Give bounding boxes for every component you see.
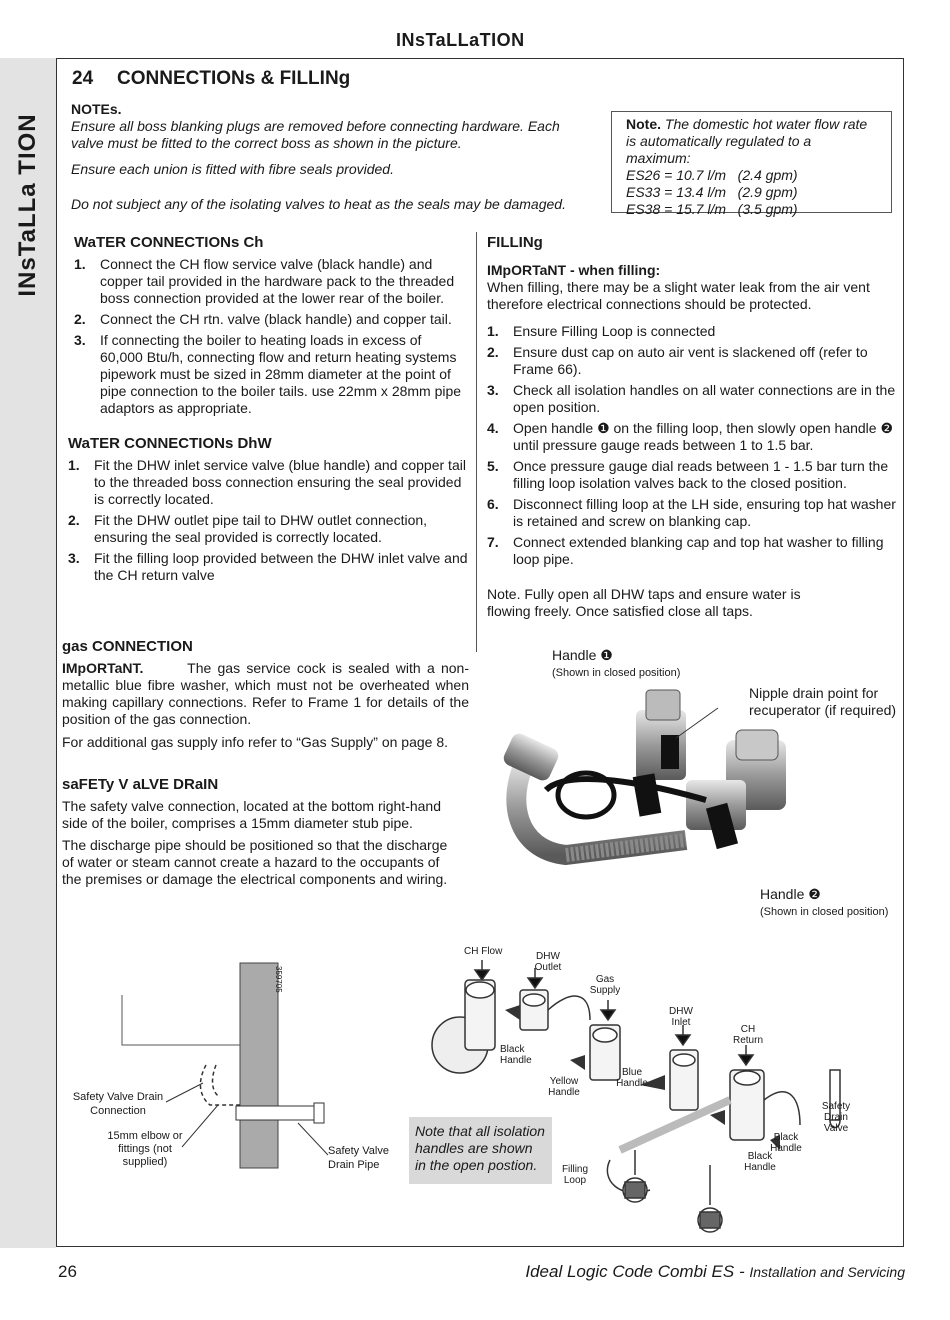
side-tab-text: INsTaLLa TION	[14, 113, 41, 297]
safety-p2: The discharge pipe should be positioned so that the discharge of water or steam cannot create a hazard to the occupants of the premises or damage the electrical components and wiring.	[62, 837, 448, 887]
page-header-title: INsTaLLaTION	[396, 30, 525, 50]
list-item: 6. Disconnect filling loop at the LH side, ensuring top hat washer is retained and screw on blanking cap.	[487, 496, 896, 529]
filling-note: Note. Fully open all DHW taps and ensure water is flowing freely. Once satisfied close all taps.	[487, 586, 801, 619]
list-item: 7. Connect extended blanking cap and top hat washer to filling loop pipe.	[487, 534, 884, 567]
safety-p1: The safety valve connection, located at the bottom right-hand side of the boiler, comprises a 15mm diameter stub pipe.	[62, 798, 442, 831]
water-dhw-list	[68, 457, 472, 588]
list-item: 2. Ensure dust cap on auto air vent is slackened off (refer to Frame 66).	[487, 344, 868, 377]
valve-connection-diagram	[420, 950, 860, 1240]
photo-nipple-label: Nipple drain point for recuperator (if required)	[749, 685, 897, 718]
notes-heading: NOTEs.	[71, 101, 122, 117]
filling-heading: FILLINg	[487, 234, 543, 251]
section-title: CONNECTIONs & FILLINg	[117, 68, 351, 89]
photo-handle2-sub: (Shown in closed position)	[760, 906, 889, 918]
gas-important: IMpORTaNT. The gas service cock is sealed with a non-metallic blue fibre washer, which must not be overheated when making capillary connections. Refer to Frame 1 for details of the position of the gas connection.	[62, 660, 470, 727]
section-number: 24	[72, 68, 94, 89]
label-15mm-elbow: 15mm elbow or fittings (not supplied)	[107, 1130, 183, 1168]
label-yellow-handle: Yellow Handle	[548, 1076, 580, 1098]
label-blue-handle: Blue Handle	[616, 1067, 648, 1089]
label-safety-valve-drain-pipe: Safety Valve Drain Pipe	[328, 1145, 389, 1171]
list-item: 2. Fit the DHW outlet pipe tail to DHW outlet connection, ensuring the seal provided is correctly located.	[68, 512, 428, 545]
list-item: 1. Fit the DHW inlet service valve (blue handle) and copper tail to the threaded boss connection ensuring the seal provided is correctly located.	[68, 457, 466, 507]
photo-handle1-sub: (Shown in closed position)	[552, 667, 681, 679]
filling-list	[487, 323, 897, 572]
water-ch-list	[74, 256, 466, 421]
note-box-label: Note.	[626, 116, 661, 132]
note-box-line-1: ES26 = 10.7 l/m (2.4 gpm)	[626, 167, 798, 183]
diagram-code: 359705	[274, 966, 283, 993]
label-dhw-outlet: DHW Outlet	[534, 951, 562, 973]
photo-handle1-label: Handle ❶	[552, 647, 613, 663]
label-safety-drain-valve: Safety Drain Valve	[821, 1101, 851, 1134]
list-item: 3. If connecting the boiler to heating loads in excess of 60,000 Btu/h, connecting flow and return heating systems pipework must be sized in 28mm diameter at the point of pipe connection to the boiler tails. use 22mm x 28mm pipe adaptors as appropriate.	[74, 332, 462, 416]
list-item: 5. Once pressure gauge dial reads between 1 - 1.5 bar turn the filling loop isolation valves back to the closed position.	[487, 458, 889, 491]
list-item: 3. Check all isolation handles on all water connections are in the open position.	[487, 382, 896, 415]
label-ch-flow: CH Flow	[464, 946, 503, 957]
label-black-handle-2: Black Handle	[770, 1132, 802, 1154]
list-item: 4. Open handle ❶ on the filling loop, then slowly open handle ❷ until pressure gauge reads between 1 to 1.5 bar.	[487, 420, 894, 453]
label-safety-valve-drain-connection: Safety Valve Drain Connection	[72, 1091, 164, 1117]
filling-important-text: When filling, there may be a slight water leak from the air vent therefore electrical connections should be protected.	[487, 279, 870, 312]
page-number: 26	[58, 1262, 77, 1281]
isolation-handles-note: Note that all isolation handles are shown in the open postion.	[409, 1117, 552, 1184]
column-divider	[476, 232, 477, 652]
label-ch-return: CH Return	[732, 1024, 763, 1046]
flow-rate-note-box	[611, 111, 892, 217]
list-item: 2. Connect the CH rtn. valve (black handle) and copper tail.	[74, 311, 452, 327]
filling-important-label: IMpORTaNT - when filling:	[487, 262, 661, 278]
notes-p3: Do not subject any of the isolating valves to heat as the seals may be damaged.	[71, 196, 566, 212]
label-black-handle-1: Black Handle	[500, 1044, 532, 1066]
note-box-line-3: ES38 = 15.7 l/m (3.5 gpm)	[626, 201, 798, 217]
label-black-handle-3: Black Handle	[744, 1151, 776, 1173]
list-item: 1. Ensure Filling Loop is connected	[487, 323, 716, 339]
footer-title: Ideal Logic Code Combi ES - Installation and Servicing	[525, 1262, 905, 1281]
notes-p1: Ensure all boss blanking plugs are removed before connecting hardware. Each valve must be fitted to the correct boss as shown in the picture.	[71, 118, 560, 151]
safety-heading: saFETy V aLVE DRaIN	[62, 776, 219, 793]
label-gas-supply: Gas Supply	[589, 974, 621, 996]
label-filling-loop: Filling Loop	[561, 1164, 589, 1186]
label-dhw-inlet: DHW Inlet	[669, 1006, 693, 1028]
gas-heading: gas CONNECTION	[62, 638, 193, 655]
gas-extra: For additional gas supply info refer to “Gas Supply” on page 8.	[62, 734, 448, 750]
note-box-text: The domestic hot water flow rate is automatically regulated to a maximum:	[626, 116, 868, 166]
list-item: 3. Fit the filling loop provided between the DHW inlet valve and the CH return valve	[68, 550, 468, 583]
water-dhw-heading: WaTER CONNECTIONs DhW	[68, 435, 272, 452]
list-item: 1. Connect the CH flow service valve (black handle) and copper tail provided in the hardware pack to the threaded boss connection provided at the lower rear of the boiler.	[74, 256, 455, 306]
notes-p2: Ensure each union is fitted with fibre seals provided.	[71, 161, 394, 177]
water-ch-heading: WaTER CONNECTIONs Ch	[74, 234, 264, 251]
photo-handle2-label: Handle ❷	[760, 886, 821, 902]
note-box-line-2: ES33 = 13.4 l/m (2.9 gpm)	[626, 184, 798, 200]
